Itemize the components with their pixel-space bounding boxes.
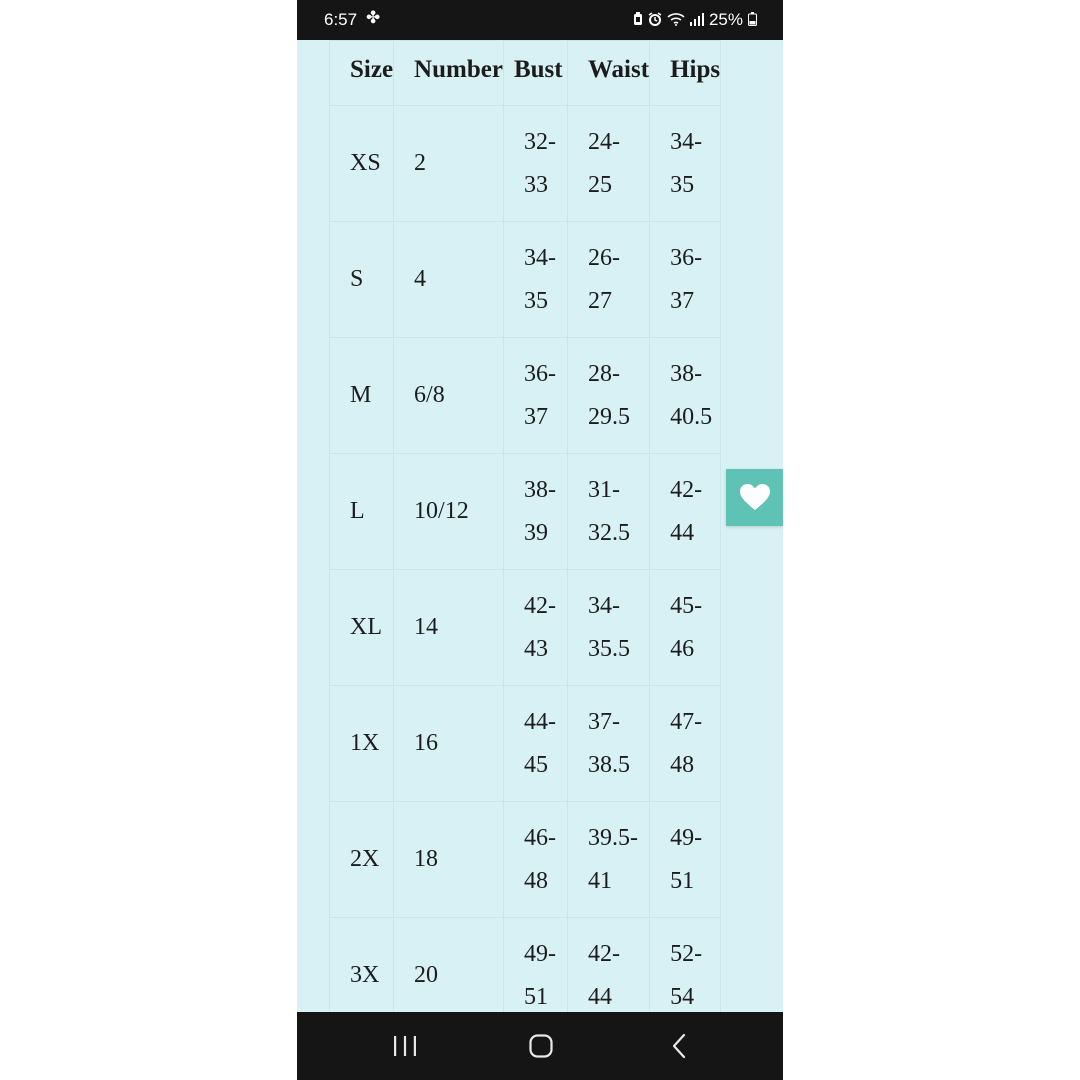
cell-waist-to: 35.5 [587, 635, 630, 662]
cell-waist-from: 24- [587, 128, 620, 155]
cell-hips-to: 46 [670, 635, 695, 662]
cell-hips-from: 36- [670, 244, 703, 271]
cell-hips [650, 686, 721, 802]
cell-bust [503, 222, 567, 338]
cell-bust-from: 32- [523, 128, 556, 155]
cell-hips-to: 51 [670, 867, 695, 894]
cell-waist [567, 106, 649, 222]
phone-screen [297, 0, 783, 1080]
cell-number: 18 [394, 802, 504, 918]
cell-bust-from: 46- [523, 824, 556, 851]
cell-number: 20 [394, 918, 504, 1013]
recents-icon [393, 1035, 417, 1057]
cell-bust [503, 338, 567, 454]
cell-hips [650, 338, 721, 454]
status-bar [297, 0, 783, 40]
cell-waist-from: 34- [587, 592, 620, 619]
cell-size: 1X [330, 686, 394, 802]
cell-waist [567, 222, 649, 338]
cell-waist-from: 37- [587, 708, 620, 735]
cell-waist-from: 39.5- [587, 824, 638, 851]
cell-waist-to: 38.5 [587, 751, 630, 778]
battery-icon [748, 12, 757, 29]
cell-hips-from: 47- [670, 708, 703, 735]
status-time: 6:57 [324, 10, 358, 29]
cell-bust-from: 49- [523, 940, 556, 967]
cell-size: XS [330, 106, 394, 222]
cell-number: 16 [394, 686, 504, 802]
cell-waist-to: 25 [587, 171, 612, 198]
cell-size: 2X [330, 802, 394, 918]
navigation-bar [297, 1012, 783, 1080]
cell-hips [650, 802, 721, 918]
cell-hips-from: 49- [670, 824, 703, 851]
cell-waist [567, 570, 649, 686]
cell-hips-to: 48 [670, 751, 695, 778]
cell-hips-from: 34- [670, 128, 703, 155]
status-icons [633, 10, 757, 30]
header-number: Number [394, 41, 504, 106]
cell-bust-from: 38- [523, 476, 556, 503]
cell-waist-to: 27 [587, 287, 612, 314]
cell-hips-from: 38- [670, 360, 703, 387]
cell-waist-to: 44 [587, 983, 612, 1010]
cell-number: 6/8 [394, 338, 504, 454]
cell-bust-to: 39 [523, 519, 548, 546]
cell-waist [567, 918, 649, 1013]
cell-hips-from: 52- [670, 940, 703, 967]
cell-bust-from: 42- [523, 592, 556, 619]
cell-waist [567, 338, 649, 454]
cell-hips [650, 106, 721, 222]
cell-number: 10/12 [394, 454, 504, 570]
home-icon [529, 1034, 553, 1058]
table-row [330, 918, 721, 1013]
cell-size: L [330, 454, 394, 570]
cell-hips [650, 222, 721, 338]
table-row [330, 802, 721, 918]
cell-hips-to: 54 [670, 983, 695, 1010]
cell-hips-to: 44 [670, 519, 695, 546]
pinwheel-icon: ✤ [366, 8, 381, 27]
cell-bust-to: 45 [523, 751, 548, 778]
cell-bust [503, 918, 567, 1013]
cell-bust [503, 570, 567, 686]
cell-hips-to: 35 [670, 171, 695, 198]
cell-waist-from: 28- [587, 360, 620, 387]
signal-icon [690, 12, 704, 29]
cell-hips [650, 918, 721, 1013]
cell-bust-to: 33 [523, 171, 548, 198]
table-row [330, 454, 721, 570]
table-row [330, 106, 721, 222]
header-bust: Bust [503, 41, 567, 106]
table-row [330, 686, 721, 802]
cell-bust [503, 802, 567, 918]
header-waist: Waist [567, 41, 649, 106]
cell-bust-to: 37 [523, 403, 548, 430]
cell-hips-from: 45- [670, 592, 703, 619]
cell-hips [650, 454, 721, 570]
cell-number: 4 [394, 222, 504, 338]
cell-bust [503, 106, 567, 222]
size-chart-table [329, 40, 721, 1012]
back-icon [671, 1033, 687, 1059]
cell-number: 2 [394, 106, 504, 222]
cell-bust-to: 51 [523, 983, 548, 1010]
alarm-icon [648, 12, 662, 29]
cell-hips-to: 37 [670, 287, 695, 314]
cell-waist [567, 686, 649, 802]
cell-bust-from: 44- [523, 708, 556, 735]
back-button[interactable] [669, 1030, 689, 1062]
cell-waist [567, 802, 649, 918]
table-row [330, 570, 721, 686]
cell-waist-from: 26- [587, 244, 620, 271]
cell-bust-from: 36- [523, 360, 556, 387]
cell-size: 3X [330, 918, 394, 1013]
cell-waist-from: 31- [587, 476, 620, 503]
recents-button[interactable] [393, 1030, 417, 1062]
cell-bust [503, 686, 567, 802]
cell-waist-from: 42- [587, 940, 620, 967]
home-button[interactable] [529, 1030, 553, 1062]
cell-size: M [330, 338, 394, 454]
cell-hips [650, 570, 721, 686]
cell-hips-from: 42- [670, 476, 703, 503]
header-size: Size [330, 41, 394, 106]
cell-size: S [330, 222, 394, 338]
size-chart-header-row [330, 41, 721, 106]
wishlist-button[interactable] [726, 469, 783, 526]
cell-bust-to: 35 [523, 287, 548, 314]
wifi-icon [667, 12, 685, 29]
cell-waist [567, 454, 649, 570]
cell-bust [503, 454, 567, 570]
heart-icon [740, 484, 770, 511]
cell-bust-to: 43 [523, 635, 548, 662]
table-row [330, 222, 721, 338]
size-chart-scroll-area[interactable] [297, 40, 783, 1012]
cell-waist-to: 32.5 [587, 519, 630, 546]
cell-waist-to: 41 [587, 867, 612, 894]
cell-waist-to: 29.5 [587, 403, 630, 430]
cell-hips-to: 40.5 [670, 403, 713, 430]
cell-bust-from: 34- [523, 244, 556, 271]
cell-bust-to: 48 [523, 867, 548, 894]
cell-size: XL [330, 570, 394, 686]
table-row [330, 338, 721, 454]
battery-percent: 25% [708, 10, 743, 29]
battery-saver-icon [633, 12, 643, 29]
cell-number: 14 [394, 570, 504, 686]
header-hips: Hips [650, 41, 721, 106]
